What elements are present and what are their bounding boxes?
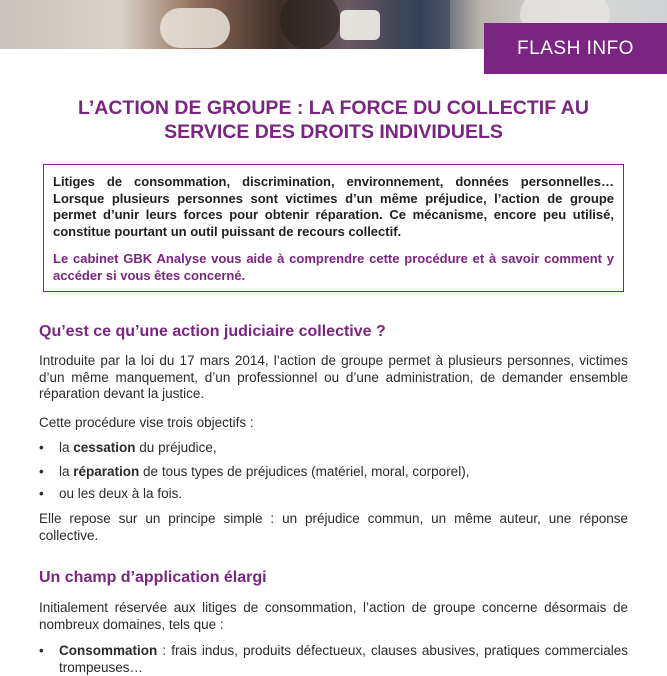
section2-para1: Initialement réservée aux litiges de consommation, l’action de groupe concerne désormais de nombreux domaines, tels que : <box>39 600 628 632</box>
intro-box <box>43 164 624 292</box>
bullet-icon: • <box>39 440 44 455</box>
bullet-icon: • <box>39 486 44 501</box>
photo-detail <box>400 0 450 49</box>
bullet-text: de tous types de préjudices (matériel, moral, corporel), <box>139 464 470 479</box>
page-title <box>30 96 637 144</box>
section1-para2: Cette procédure vise trois objectifs : <box>39 415 254 430</box>
bullet-text: : frais indus, produits défectueux, clauses abusives, pratiques commerciales trompeuses… <box>59 643 628 675</box>
photo-detail <box>160 8 230 48</box>
title-line-1: L’ACTION DE GROUPE : LA FORCE DU COLLECTIF AU <box>78 97 589 119</box>
photo-detail <box>280 0 340 49</box>
title-line-2: SERVICE DES DROITS INDIVIDUELS <box>164 121 503 143</box>
photo-detail <box>340 10 380 40</box>
bullet-bold: réparation <box>73 464 140 479</box>
bullet-text: la <box>59 440 74 455</box>
bullet-text: ou les deux à la fois. <box>59 486 183 501</box>
section2-heading: Un champ d’application élargi <box>39 569 267 586</box>
section1-para1: Introduite par la loi du 17 mars 2014, l’action de groupe permet à plusieurs personnes, victimes d’un même manquement, d’un professionnel ou d’une administration, de demander ensemble réparation devant la justice. <box>39 353 628 401</box>
section1-para3: Elle repose sur un principe simple : un préjudice commun, un même auteur, une réponse collective. <box>39 511 628 543</box>
bullet-bold: Consommation <box>59 643 158 658</box>
bullet-text: la <box>59 464 74 479</box>
bullet-bold: cessation <box>73 440 136 455</box>
intro-highlight: Le cabinet GBK Analyse vous aide à comprendre cette procédure et à savoir comment y accéder si vous êtes concerné. <box>53 251 614 283</box>
section1-heading: Qu’est ce qu’une action judiciaire collective ? <box>39 323 386 340</box>
bullet-text: du préjudice, <box>135 440 217 455</box>
bullet-icon: • <box>39 643 44 658</box>
intro-paragraph: Litiges de consommation, discrimination, environnement, données personnelles… Lorsque plusieurs personnes sont victimes d’un même préjudice, l’action de groupe permet d’unir leurs forces pour obtenir réparation. Ce mécanisme, encore peu utilisé, constitue pourtant un outil puissant de recours collectif. <box>53 174 614 239</box>
bullet-icon: • <box>39 464 44 479</box>
flash-info-badge: FLASH INFO <box>484 23 667 74</box>
